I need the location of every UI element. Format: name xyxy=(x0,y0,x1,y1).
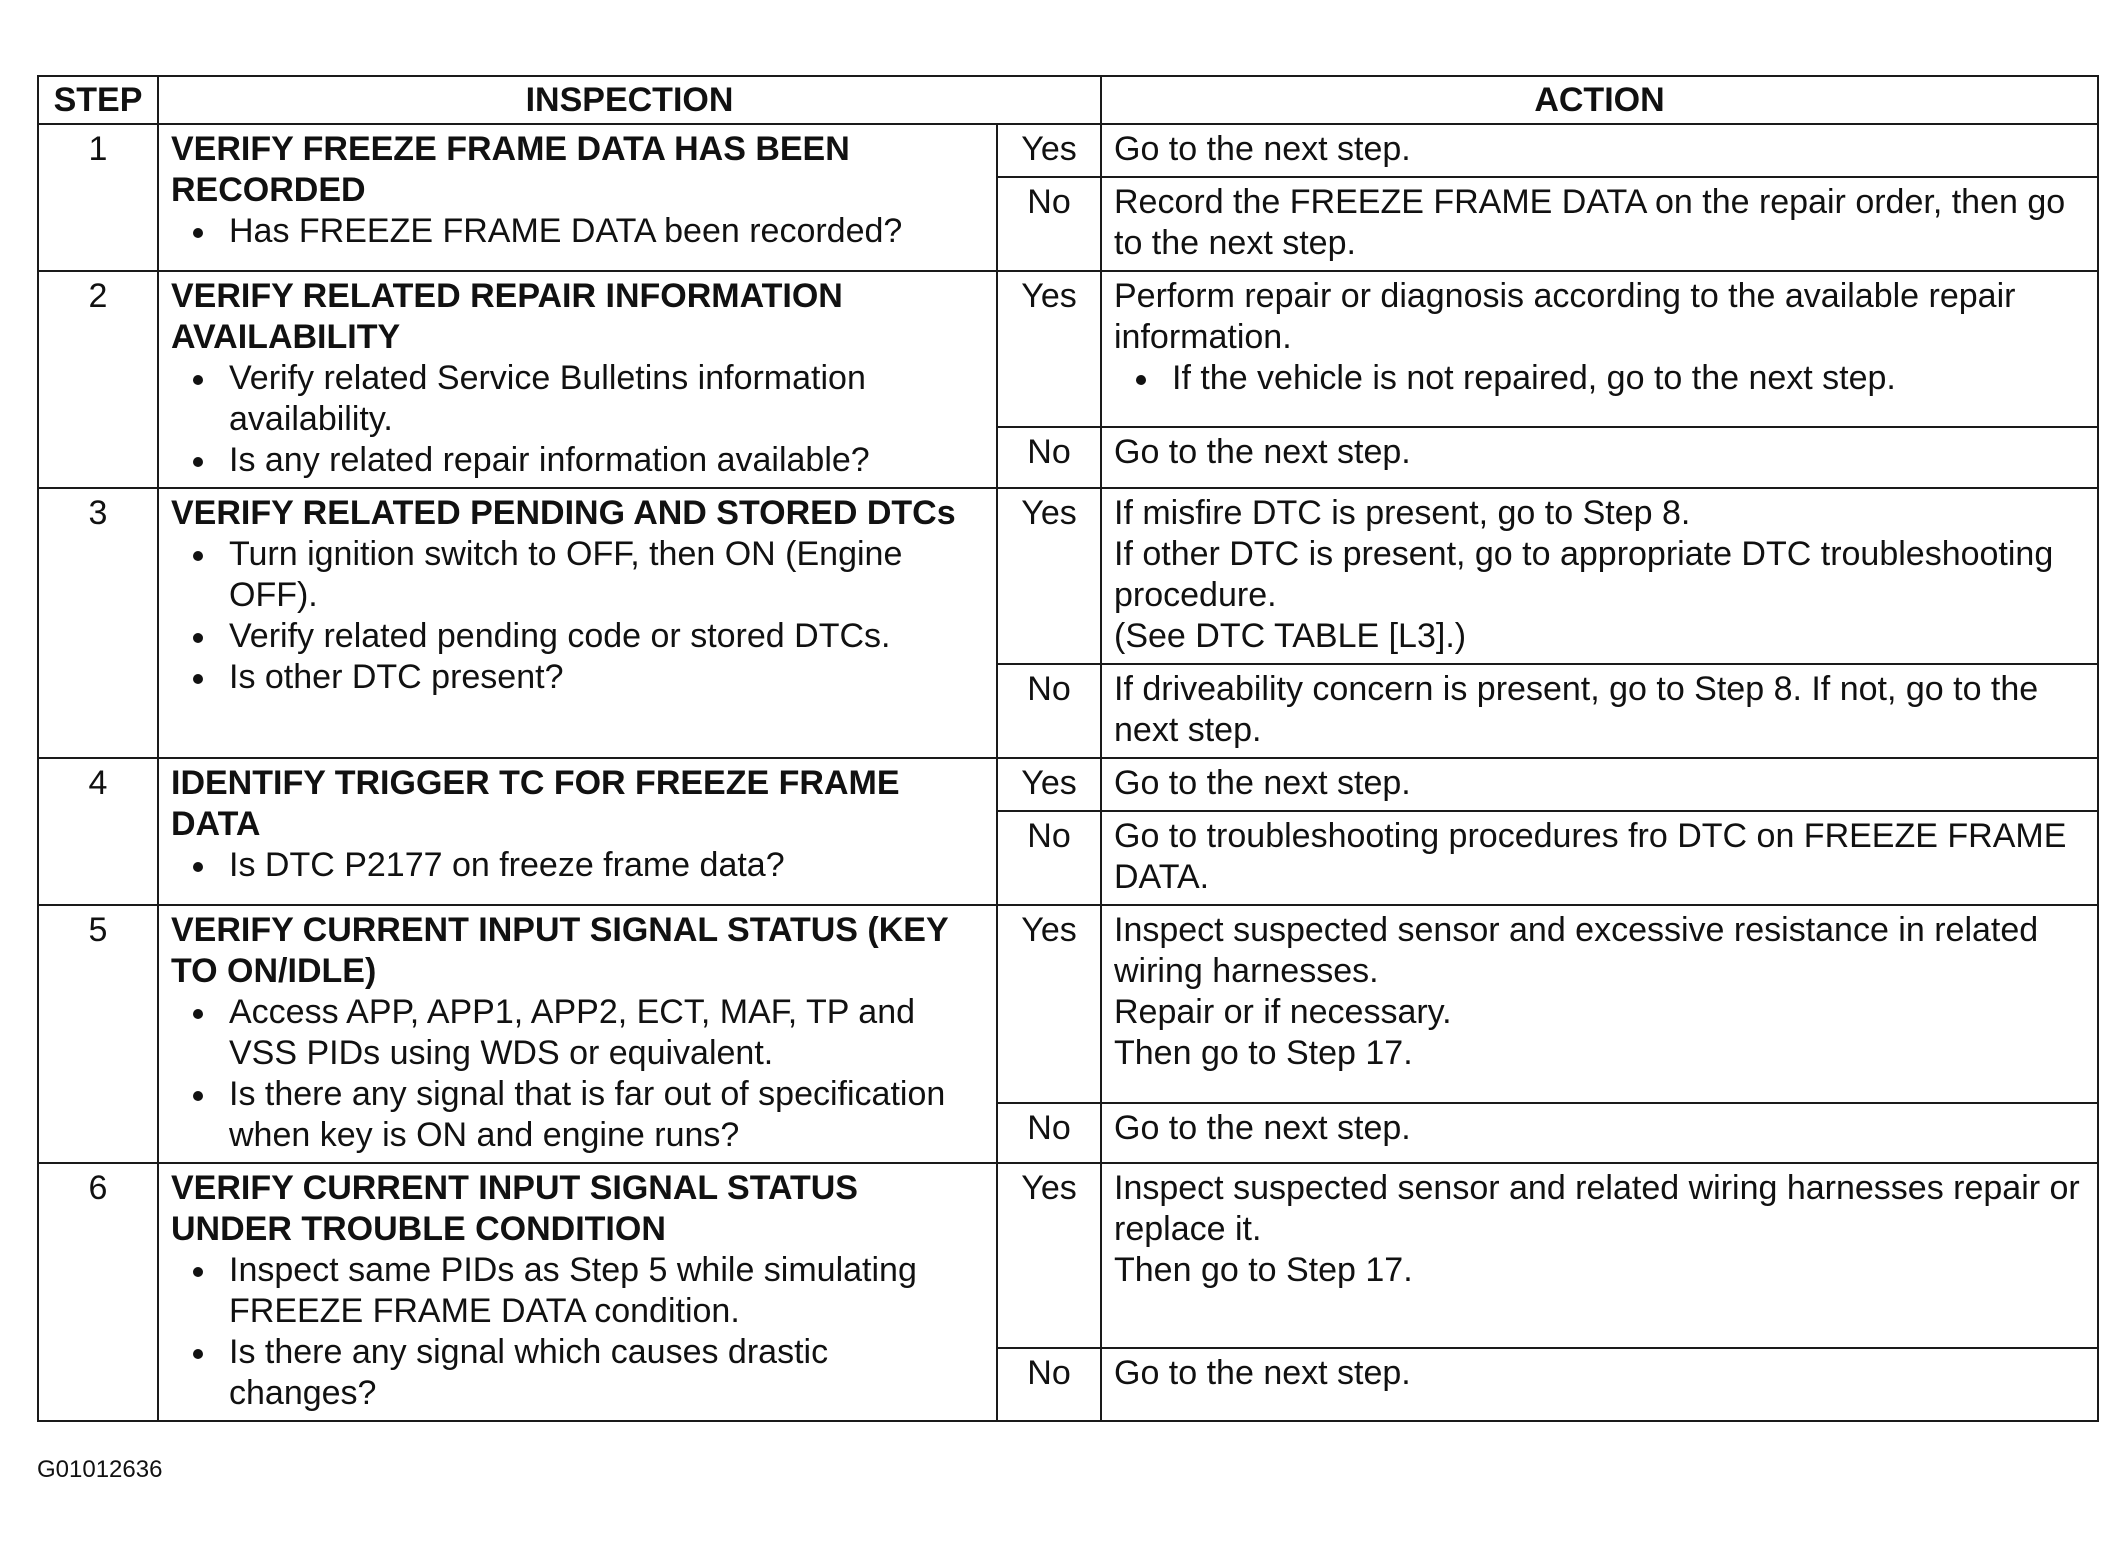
inspection-cell xyxy=(158,1163,997,1421)
inspection-bullet-list xyxy=(171,534,984,698)
inspection-bullet: Is any related repair information available? xyxy=(171,440,984,481)
step-number: 1 xyxy=(38,124,158,271)
yes-action xyxy=(1101,488,2098,664)
inspection-bullet: Access APP, APP1, APP2, ECT, MAF, TP and VSS PIDs using WDS or equivalent. xyxy=(171,992,984,1074)
no-action-line: Go to the next step. xyxy=(1114,1109,1411,1148)
step-number: 4 xyxy=(38,758,158,905)
inspection-bullet: Is there any signal which causes drastic changes? xyxy=(171,1332,984,1414)
yes-label: Yes xyxy=(997,1163,1101,1348)
inspection-bullet: Has FREEZE FRAME DATA been recorded? xyxy=(171,211,984,252)
inspection-bullet-list xyxy=(171,211,984,252)
inspection-cell xyxy=(158,124,997,271)
figure-id: G01012636 xyxy=(37,1456,163,1483)
step-row-yes xyxy=(38,905,2098,1103)
table-header-row xyxy=(38,76,2098,124)
step-number: 6 xyxy=(38,1163,158,1421)
yes-action xyxy=(1101,905,2098,1103)
step-row-yes xyxy=(38,1163,2098,1348)
no-action-line: Go to the next step. xyxy=(1114,432,1411,471)
no-label: No xyxy=(997,664,1101,758)
inspection-bullet: Turn ignition switch to OFF, then ON (Engine OFF). xyxy=(171,534,984,616)
inspection-bullet: Is DTC P2177 on freeze frame data? xyxy=(171,845,984,886)
no-label: No xyxy=(997,811,1101,905)
yes-label: Yes xyxy=(997,271,1101,427)
yes-label: Yes xyxy=(997,488,1101,664)
header-step: STEP xyxy=(38,76,158,124)
no-action xyxy=(1101,427,2098,488)
yes-action-line: Inspect suspected sensor and related wiring harnesses repair or replace it. xyxy=(1114,1169,2080,1248)
no-action xyxy=(1101,664,2098,758)
inspection-bullet-list xyxy=(171,845,984,886)
yes-action-line: Go to the next step. xyxy=(1114,130,1411,168)
inspection-bullet: Verify related Service Bulletins information availability. xyxy=(171,358,984,440)
no-action-line: Go to troubleshooting procedures fro DTC on FREEZE FRAME DATA. xyxy=(1114,817,2067,896)
yes-action-bullet-list xyxy=(1114,358,2085,399)
no-action xyxy=(1101,1348,2098,1421)
step-row-yes xyxy=(38,488,2098,664)
no-label: No xyxy=(997,1103,1101,1163)
step-number: 3 xyxy=(38,488,158,758)
yes-action xyxy=(1101,124,2098,177)
yes-action-line: Perform repair or diagnosis according to the available repair information. xyxy=(1114,277,2016,356)
inspection-bullet: Is there any signal that is far out of specification when key is ON and engine runs? xyxy=(171,1074,984,1156)
inspection-bullet-list xyxy=(171,992,984,1156)
inspection-cell xyxy=(158,758,997,905)
yes-action-line: Inspect suspected sensor and excessive resistance in related wiring harnesses. xyxy=(1114,911,2039,990)
step-row-yes xyxy=(38,271,2098,427)
header-inspection: INSPECTION xyxy=(158,76,1101,124)
yes-action xyxy=(1101,758,2098,811)
yes-action-line: Repair or if necessary. xyxy=(1114,993,1452,1031)
step-number: 2 xyxy=(38,271,158,488)
yes-label: Yes xyxy=(997,124,1101,177)
inspection-bullet: Is other DTC present? xyxy=(171,657,984,698)
yes-action-bullet: If the vehicle is not repaired, go to the next step. xyxy=(1114,358,2085,399)
header-action: ACTION xyxy=(1101,76,2098,124)
yes-action-line: (See DTC TABLE [L3].) xyxy=(1114,617,1467,655)
inspection-cell xyxy=(158,271,997,488)
yes-action-line: Then go to Step 17. xyxy=(1114,1251,1413,1289)
no-action-line: Record the FREEZE FRAME DATA on the repair order, then go to the next step. xyxy=(1114,183,2066,262)
inspection-title: VERIFY FREEZE FRAME DATA HAS BEEN RECORDED xyxy=(171,130,850,209)
yes-label: Yes xyxy=(997,905,1101,1103)
step-number: 5 xyxy=(38,905,158,1163)
yes-action xyxy=(1101,1163,2098,1348)
inspection-bullet: Inspect same PIDs as Step 5 while simulating FREEZE FRAME DATA condition. xyxy=(171,1250,984,1332)
inspection-bullet: Verify related pending code or stored DTCs. xyxy=(171,616,984,657)
inspection-title: VERIFY CURRENT INPUT SIGNAL STATUS UNDER TROUBLE CONDITION xyxy=(171,1169,858,1248)
yes-label: Yes xyxy=(997,758,1101,811)
inspection-cell xyxy=(158,905,997,1163)
no-action-line: If driveability concern is present, go to Step 8. If not, go to the next step. xyxy=(1114,670,2039,749)
yes-action xyxy=(1101,271,2098,427)
no-action xyxy=(1101,811,2098,905)
no-action xyxy=(1101,177,2098,271)
inspection-bullet-list xyxy=(171,358,984,481)
inspection-title: VERIFY CURRENT INPUT SIGNAL STATUS (KEY TO ON/IDLE) xyxy=(171,911,949,990)
yes-action-line: Go to the next step. xyxy=(1114,764,1411,802)
diagnostic-procedure-table xyxy=(37,75,2099,1422)
no-label: No xyxy=(997,177,1101,271)
inspection-title: VERIFY RELATED REPAIR INFORMATION AVAILABILITY xyxy=(171,277,843,356)
steps-body xyxy=(38,124,2098,1421)
no-action-line: Go to the next step. xyxy=(1114,1354,1411,1393)
no-action xyxy=(1101,1103,2098,1163)
no-label: No xyxy=(997,427,1101,488)
inspection-bullet-list xyxy=(171,1250,984,1414)
step-row-yes xyxy=(38,124,2098,177)
yes-action-line: Then go to Step 17. xyxy=(1114,1034,1413,1072)
yes-action-line: If misfire DTC is present, go to Step 8. xyxy=(1114,494,1691,532)
inspection-cell xyxy=(158,488,997,758)
no-label: No xyxy=(997,1348,1101,1421)
yes-action-line: If other DTC is present, go to appropriate DTC troubleshooting procedure. xyxy=(1114,535,2054,614)
step-row-yes xyxy=(38,758,2098,811)
inspection-title: VERIFY RELATED PENDING AND STORED DTCs xyxy=(171,494,956,532)
inspection-title: IDENTIFY TRIGGER TC FOR FREEZE FRAME DATA xyxy=(171,764,900,843)
